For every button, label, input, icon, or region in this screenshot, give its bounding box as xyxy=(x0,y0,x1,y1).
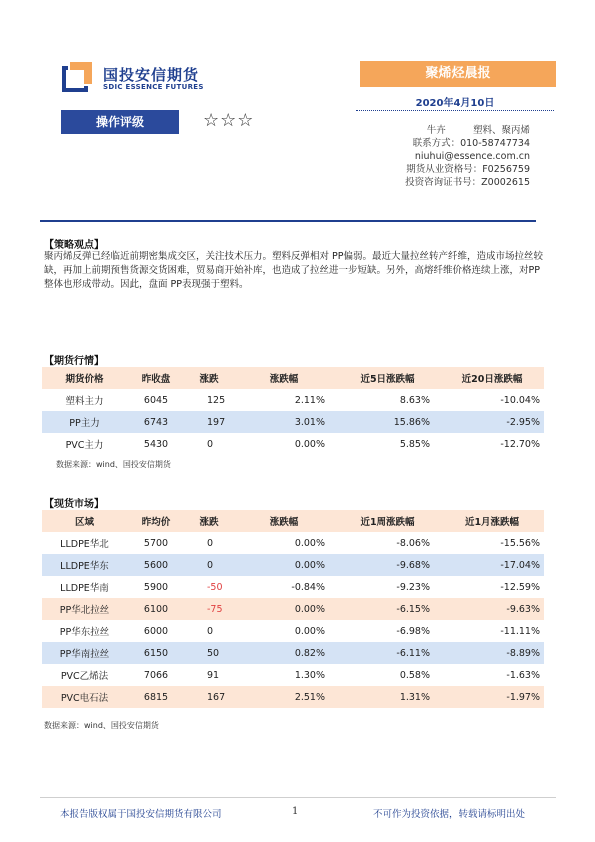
table-cell: 5430 xyxy=(143,438,169,450)
table-cell: 0.00% xyxy=(294,537,325,549)
table-cell: -9.23% xyxy=(396,581,430,593)
table-cell: 0.00% xyxy=(294,438,325,450)
report-type-banner: 聚烯烃晨报 xyxy=(360,61,556,87)
table-cell: 0.58% xyxy=(399,669,430,681)
table-row xyxy=(42,598,544,620)
col-header: 区域 xyxy=(42,510,127,532)
table-cell: 0.00% xyxy=(294,625,325,637)
table-cell: -1.63% xyxy=(506,669,540,681)
futures-table xyxy=(42,367,544,455)
table-row xyxy=(42,389,544,411)
table-cell: -12.59% xyxy=(500,581,540,593)
table-row xyxy=(42,664,544,686)
table-cell: PP主力 xyxy=(42,411,127,433)
table-cell: -9.68% xyxy=(335,554,440,576)
table-cell: -17.04% xyxy=(440,554,544,576)
table-row xyxy=(42,642,544,664)
table-cell: 167 xyxy=(185,686,233,708)
author-license-futures: 期货从业资格号：F0256759 xyxy=(406,164,530,175)
table-cell: 6100 xyxy=(127,598,185,620)
table-cell: LLDPE华北 xyxy=(60,539,109,550)
table-cell: 0 xyxy=(185,554,233,576)
author-field: 塑料、聚丙烯 xyxy=(472,125,530,136)
author-contact: 联系方式：010-58747734 xyxy=(412,138,530,149)
strategy-body: 聚丙烯反弹已经临近前期密集成交区，关注技术压力。塑料反弹相对 PP偏弱。最近大量拉丝转产纤维，造成市场拉丝较缺，再加上前期预售货源交货困难，贸易商开始补库，也造成了拉丝进一步短缺。另外，高熔纤维价格连续上涨，对PP整体也形成带动。因此，盘面 PP表现强于塑料。 xyxy=(44,251,543,290)
table-cell: 15.86% xyxy=(335,411,440,433)
col-header: 涨跌 xyxy=(185,510,233,532)
table-cell: 3.01% xyxy=(233,411,335,433)
table-cell: -15.56% xyxy=(500,537,540,549)
table-cell: -6.15% xyxy=(335,598,440,620)
col-header: 涨跌 xyxy=(185,367,233,389)
table-cell: 1.30% xyxy=(294,669,325,681)
table-cell: LLDPE华南 xyxy=(60,583,109,594)
table-cell: 6150 xyxy=(127,642,185,664)
spot-title: 【现货市场】 xyxy=(44,499,104,510)
col-header: 期货价格 xyxy=(42,367,127,389)
author-name-line xyxy=(360,124,530,137)
table-cell: 5900 xyxy=(143,581,169,593)
table-cell: PVC主力 xyxy=(65,440,104,451)
table-cell: 2.51% xyxy=(233,686,335,708)
author-email: niuhui@essence.com.cn xyxy=(414,151,530,162)
report-date: 2020年4月10日 xyxy=(415,98,495,109)
table-cell: 6815 xyxy=(127,686,185,708)
table-cell: 125 xyxy=(207,394,226,406)
table-cell: -1.97% xyxy=(440,686,544,708)
table-cell: -8.89% xyxy=(440,642,544,664)
rating-stars: ☆☆☆ xyxy=(203,110,255,131)
author-license-invest: 投资咨询证书号：Z0002615 xyxy=(405,177,530,188)
table-cell: 91 xyxy=(207,669,220,681)
table-cell: 197 xyxy=(185,411,233,433)
table-cell: -75 xyxy=(185,598,233,620)
author-name: 牛卉 xyxy=(426,125,446,136)
author-block xyxy=(360,124,530,189)
futures-source: 数据来源：wind、国投安信期货 xyxy=(56,460,171,469)
table-cell: 1.31% xyxy=(335,686,440,708)
table-cell: 0.00% xyxy=(233,554,335,576)
table-cell: PP华北拉丝 xyxy=(42,598,127,620)
table-cell: -0.84% xyxy=(291,581,325,593)
company-logo-icon xyxy=(62,60,94,92)
table-cell: 2.11% xyxy=(294,394,325,406)
dotted-divider xyxy=(356,110,554,111)
table-cell: -6.11% xyxy=(335,642,440,664)
table-cell: PP华东拉丝 xyxy=(59,627,110,638)
table-row xyxy=(42,554,544,576)
table-cell: PVC乙烯法 xyxy=(60,671,109,682)
col-header: 近1周涨跌幅 xyxy=(335,510,440,532)
company-name-cn: 国投安信期货 xyxy=(103,66,200,84)
table-cell: -10.04% xyxy=(500,394,540,406)
footer-copyright: 本报告版权属于国投安信期货有限公司 xyxy=(60,809,222,820)
table-cell: 5.85% xyxy=(399,438,430,450)
table-cell: PP华南拉丝 xyxy=(42,642,127,664)
table-cell: PVC电石法 xyxy=(42,686,127,708)
company-name-en: SDIC ESSENCE FUTURES xyxy=(103,83,204,91)
table-cell: -6.98% xyxy=(396,625,430,637)
rating-label: 操作评级 xyxy=(61,110,179,134)
table-row xyxy=(42,686,544,708)
table-cell: 6045 xyxy=(143,394,169,406)
table-cell: -9.63% xyxy=(440,598,544,620)
table-row xyxy=(42,576,544,598)
table-cell: 0 xyxy=(207,625,214,637)
header-divider xyxy=(40,220,536,222)
table-cell: 0 xyxy=(207,537,214,549)
spot-source: 数据来源：wind、国投安信期货 xyxy=(44,721,159,730)
table-row xyxy=(42,620,544,642)
table-cell: 0.00% xyxy=(233,598,335,620)
strategy-title: 【策略观点】 xyxy=(44,240,104,251)
table-cell: -50 xyxy=(207,581,223,593)
table-cell: -8.06% xyxy=(396,537,430,549)
futures-title: 【期货行情】 xyxy=(44,356,104,367)
table-cell: 6743 xyxy=(127,411,185,433)
table-cell: 7066 xyxy=(143,669,169,681)
col-header: 昨均价 xyxy=(127,510,185,532)
col-header: 涨跌幅 xyxy=(233,510,335,532)
col-header: 昨收盘 xyxy=(127,367,185,389)
table-cell: 塑料主力 xyxy=(65,396,104,407)
col-header: 近20日涨跌幅 xyxy=(440,367,544,389)
table-cell: 5700 xyxy=(143,537,169,549)
col-header: 近1月涨跌幅 xyxy=(440,510,544,532)
table-row xyxy=(42,433,544,455)
table-cell: -12.70% xyxy=(500,438,540,450)
table-cell: 6000 xyxy=(143,625,169,637)
table-cell: 0.82% xyxy=(233,642,335,664)
table-cell: LLDPE华东 xyxy=(42,554,127,576)
table-cell: 0 xyxy=(207,438,214,450)
table-row xyxy=(42,532,544,554)
col-header: 近5日涨跌幅 xyxy=(335,367,440,389)
table-cell: 50 xyxy=(185,642,233,664)
table-cell: 5600 xyxy=(127,554,185,576)
futures-header-row xyxy=(42,367,544,389)
footer-divider xyxy=(40,797,556,798)
spot-table xyxy=(42,510,544,708)
table-row xyxy=(42,411,544,433)
table-cell: -11.11% xyxy=(500,625,540,637)
table-cell: -2.95% xyxy=(440,411,544,433)
footer-disclaimer: 不可作为投资依据，转载请标明出处 xyxy=(373,809,526,820)
spot-header-row xyxy=(42,510,544,532)
col-header: 涨跌幅 xyxy=(233,367,335,389)
table-cell: 8.63% xyxy=(399,394,430,406)
page-number: 1 xyxy=(292,806,299,817)
